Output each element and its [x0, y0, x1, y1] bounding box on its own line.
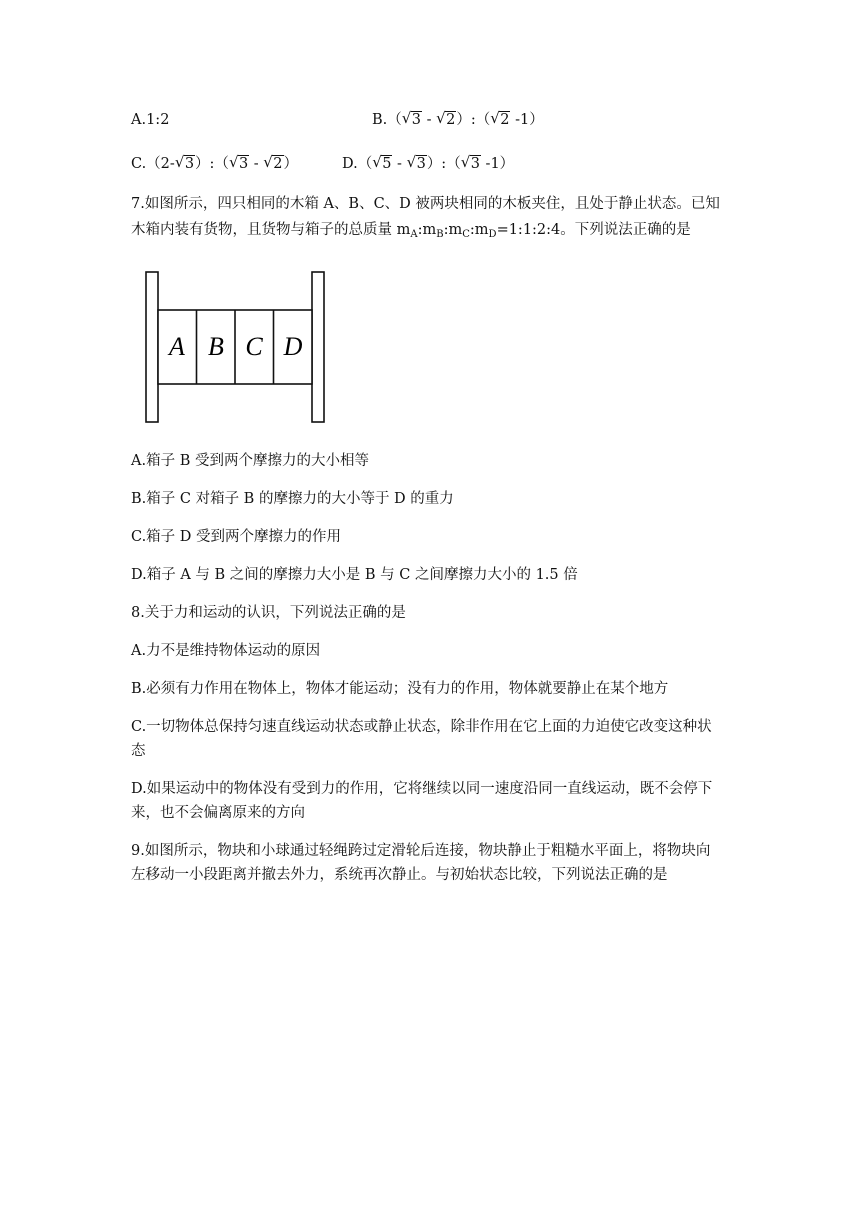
sqrt-symbol: √ 2 [490, 110, 510, 130]
q7-option-a: A.箱子 B 受到两个摩擦力的大小相等 [131, 453, 369, 469]
q6-option-b: B.（√ 3 - √ 2）:（√ 2 -1） [372, 110, 544, 130]
sqrt-symbol: √ 3 [461, 154, 481, 174]
q6-option-d: D.（√ 5 - √ 3）:（√ 3 -1） [342, 154, 514, 174]
q8-stem: 8.关于力和运动的认识，下列说法正确的是 [131, 605, 406, 621]
sqrt-symbol: √ 2 [436, 110, 456, 130]
box-d-label: D [283, 332, 303, 361]
right-board [312, 272, 324, 422]
box-c-label: C [245, 332, 263, 361]
q7-stem-line1: 7.如图所示，四只相同的木箱 A、B、C、D 被两块相同的木板夹住，且处于静止状态。已知 [131, 196, 720, 212]
q7-option-c: C.箱子 D 受到两个摩擦力的作用 [131, 529, 342, 545]
sqrt-symbol: √ 3 [402, 110, 422, 130]
q8-option-c-line1: C.一切物体总保持匀速直线运动状态或静止状态，除非作用在它上面的力迫使它改变这种状 [131, 719, 712, 735]
q8-option-d-line1: D.如果运动中的物体没有受到力的作用，它将继续以同一速度沿同一直线运动，既不会停下 [131, 781, 713, 797]
q9-stem-line2: 左移动一小段距离并撤去外力，系统再次静止。与初始状态比较，下列说法正确的是 [131, 867, 668, 883]
sqrt-symbol: √ 2 [263, 154, 283, 174]
left-board [146, 272, 158, 422]
q8-option-a: A.力不是维持物体运动的原因 [131, 643, 321, 659]
boxes-between-boards-figure [144, 270, 330, 426]
sqrt-symbol: √ 3 [407, 154, 427, 174]
sqrt-symbol: √ 3 [229, 154, 249, 174]
q7-stem-line2: 木箱内装有货物，且货物与箱子的总质量 $m_A:m_B:m_C:m_D=1:1:2:4$。下列说法正确的是 [131, 222, 691, 240]
sqrt-symbol: √ 3 [175, 154, 195, 174]
sqrt-symbol: √ 5 [372, 154, 392, 174]
q8-option-b: B.必须有力作用在物体上，物体才能运动；没有力的作用，物体就要静止在某个地方 [131, 681, 669, 697]
q8-option-d-line2: 来，也不会偏离原来的方向 [131, 805, 305, 821]
q7-option-b: B.箱子 C 对箱子 B 的摩擦力的大小等于 D 的重力 [131, 491, 454, 507]
q8-option-c-line2: 态 [131, 743, 146, 759]
box-a-label: A [169, 332, 185, 361]
q7-option-d: D.箱子 A 与 B 之间的摩擦力大小是 B 与 C 之间摩擦力大小的 1.5 倍 [131, 567, 578, 583]
q9-stem-line1: 9.如图所示，物块和小球通过轻绳跨过定滑轮后连接，物块静止于粗糙水平面上，将物块向 [131, 843, 711, 859]
q6-option-c: C.（2-√ 3）:（√ 3 - √ 2） [131, 154, 298, 174]
box-b-label: B [208, 332, 224, 361]
q6-option-a: A.1:2 [131, 112, 170, 128]
